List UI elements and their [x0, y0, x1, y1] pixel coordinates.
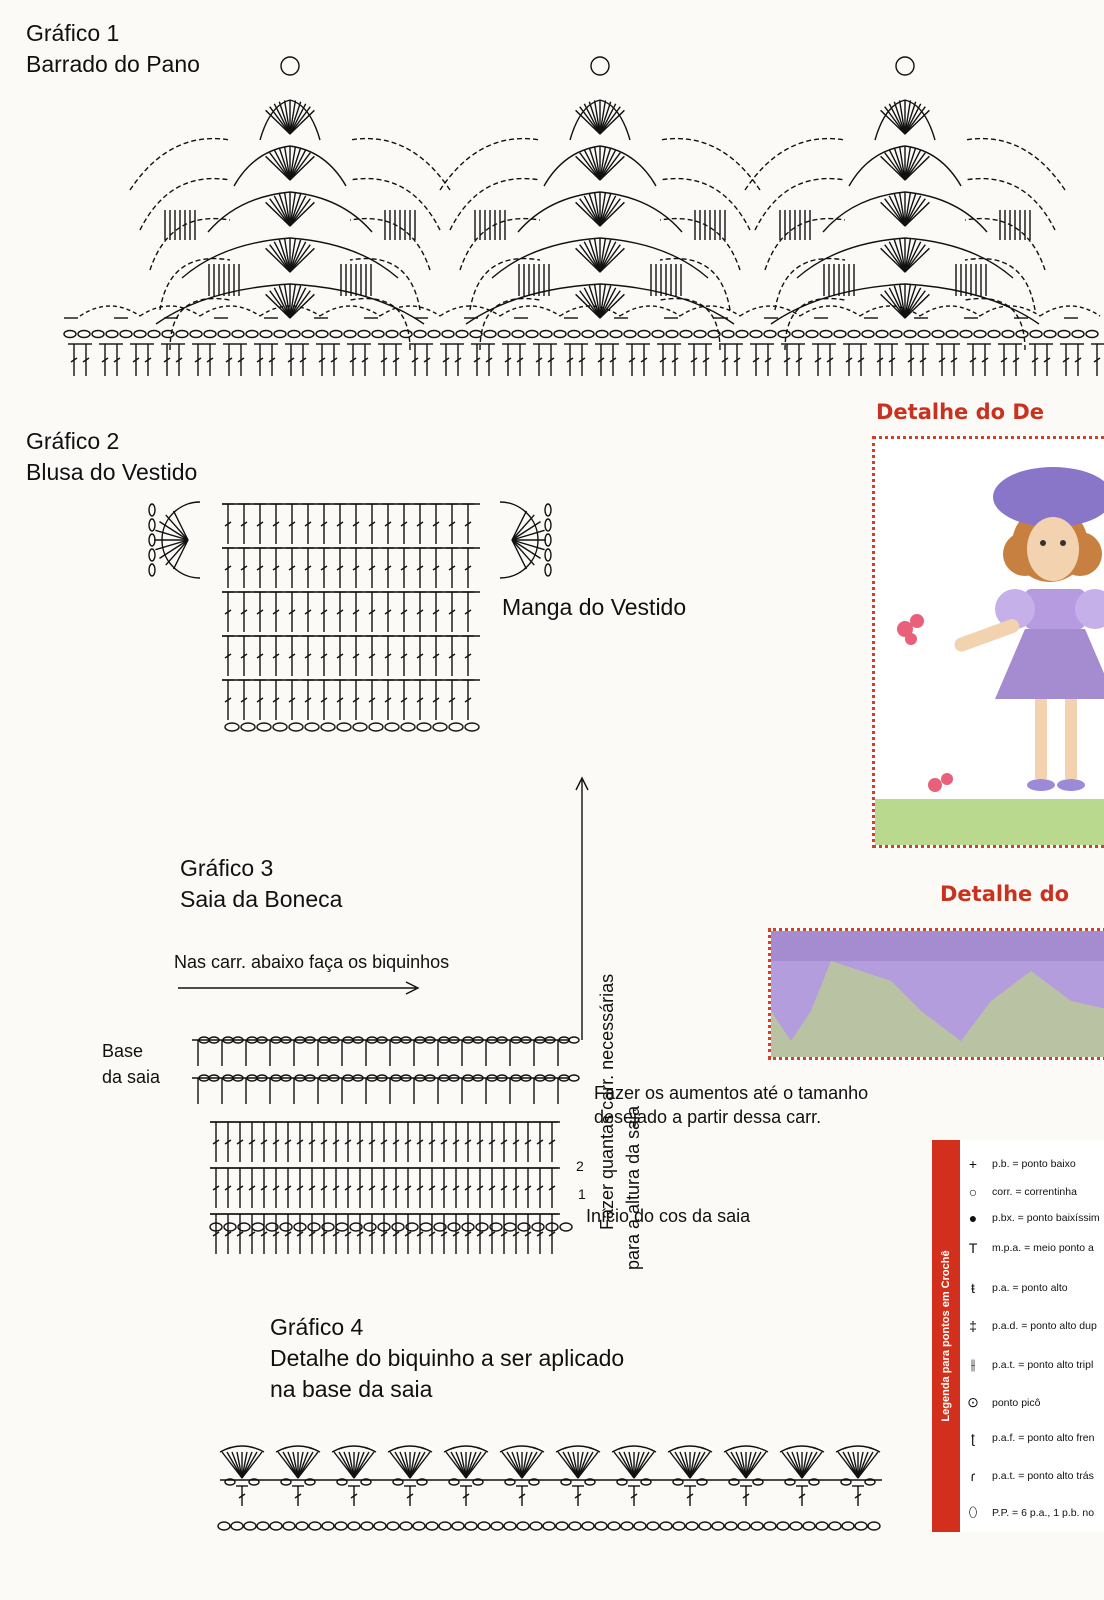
legend-item-text: m.p.a. = meio ponto a	[992, 1242, 1094, 1254]
legend-item	[962, 1210, 1100, 1226]
graph1-title: Gráfico 1	[26, 20, 120, 46]
half-double-icon: T	[968, 1240, 978, 1256]
legend-item-text: p.a.t. = ponto alto trás	[992, 1470, 1094, 1482]
legend-item	[962, 1504, 1094, 1521]
increase-note-2: desejado a partir dessa carr.	[594, 1107, 822, 1127]
double-crochet-icon: ŧ	[971, 1280, 975, 1296]
trim-photo	[768, 928, 1104, 1060]
picos-note: Nas carr. abaixo faça os biquinhos	[174, 952, 450, 972]
graph2-subtitle: Blusa do Vestido	[26, 459, 198, 485]
legend-item	[962, 1184, 1077, 1200]
graph3-title: Gráfico 3	[180, 855, 274, 881]
puff-icon: ⬯	[968, 1504, 978, 1520]
vertical-note-1: Fazer quantas carr. necessárias	[597, 973, 617, 1230]
legend-item-text: p.bx. = ponto baixíssim	[992, 1212, 1100, 1224]
legend-item-text: p.a.t. = ponto alto tripl	[992, 1358, 1094, 1371]
treble-icon: ‡	[969, 1318, 977, 1334]
sleeve-label: Manga do Vestido	[502, 594, 687, 620]
legend-item	[962, 1280, 1068, 1296]
detail1-title: Detalhe do De	[876, 400, 1045, 424]
single-crochet-icon: +	[968, 1156, 978, 1172]
legend-item	[962, 1356, 1093, 1373]
base-label-2: da saia	[102, 1067, 161, 1087]
graph1-subtitle: Barrado do Pano	[26, 51, 200, 77]
slip-stitch-icon: ●	[968, 1210, 978, 1226]
start-note: Início do cos da saia	[586, 1206, 751, 1226]
graph3-subtitle: Saia da Boneca	[180, 886, 343, 912]
base-label-1: Base	[102, 1041, 144, 1061]
chain-icon: ○	[968, 1184, 978, 1200]
graph4-subtitle-1: Detalhe do biquinho a ser aplicado	[270, 1345, 625, 1371]
legend-item	[962, 1468, 1094, 1484]
increase-note-1: Fazer os aumentos até o tamanho	[594, 1083, 869, 1103]
detail2-title: Detalhe do	[940, 882, 1070, 906]
picot-icon: ⊙	[967, 1394, 979, 1410]
back-post-icon: ɾ	[970, 1468, 976, 1484]
vertical-note-2: para a altura da saia	[623, 1105, 643, 1270]
triple-treble-icon: ⫲	[970, 1356, 976, 1372]
legend-item-text: P.P. = 6 p.a., 1 p.b. no	[992, 1506, 1095, 1519]
row-2-label: 2	[576, 1158, 584, 1174]
legend-item-text: corr. = correntinha	[992, 1186, 1077, 1198]
front-post-icon: ʈ	[971, 1430, 975, 1446]
legend-item-text: p.a. = ponto alto	[992, 1282, 1068, 1294]
legend-item-text: ponto picô	[992, 1396, 1041, 1409]
graph2-title: Gráfico 2	[26, 428, 120, 454]
legend-item	[962, 1240, 1094, 1256]
legend-heading: Legenda para pontos em Crochê	[940, 1250, 952, 1422]
legend-item	[962, 1318, 1097, 1334]
legend-item-text: p.a.d. = ponto alto dup	[992, 1320, 1097, 1332]
row-1-label: 1	[578, 1186, 586, 1202]
legend-item-text: p.a.f. = ponto alto fren	[992, 1432, 1095, 1444]
graph4-subtitle-2: na base da saia	[270, 1376, 433, 1402]
legend-item-text: p.b. = ponto baixo	[992, 1158, 1076, 1170]
graph4-title: Gráfico 4	[270, 1314, 364, 1340]
doll-photo	[872, 436, 1104, 848]
legend-item	[962, 1430, 1094, 1446]
legend-item	[962, 1156, 1076, 1172]
legend-item	[962, 1394, 1040, 1411]
